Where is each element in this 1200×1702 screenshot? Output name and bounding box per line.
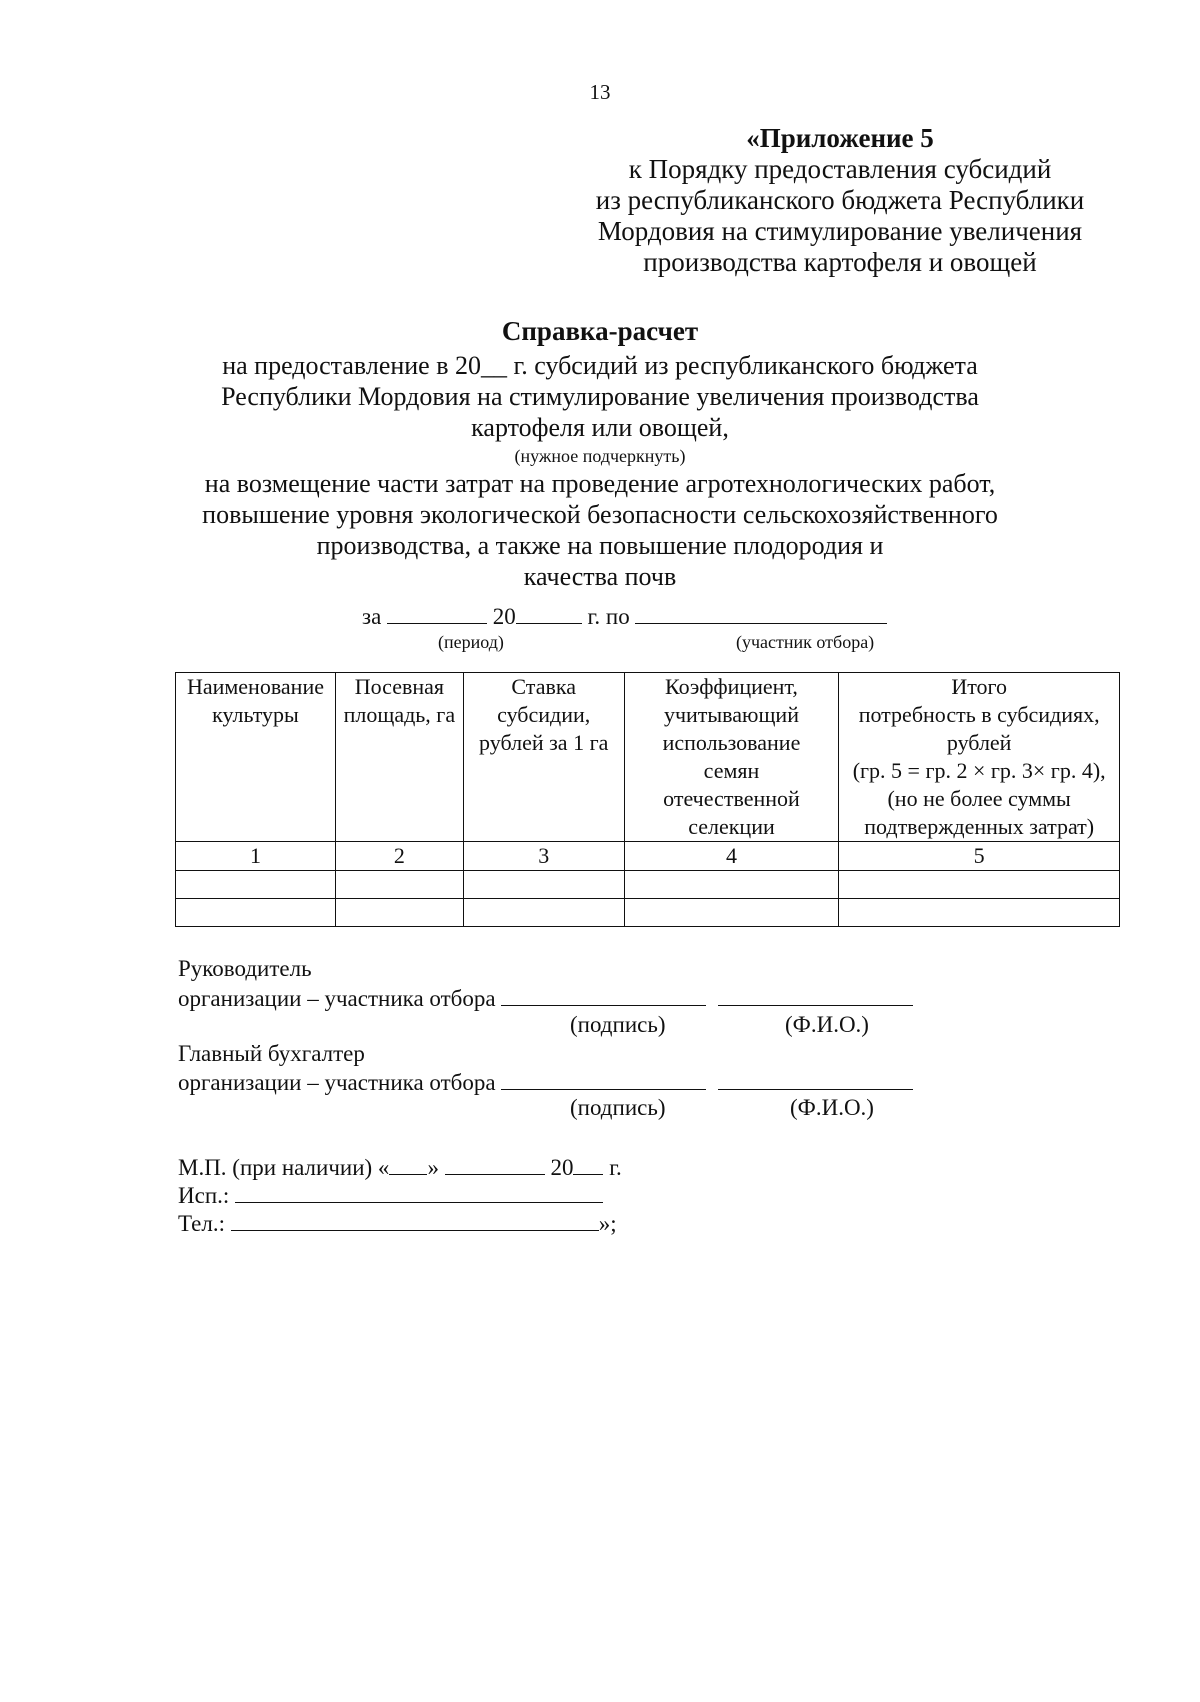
stamp-close-quote: » xyxy=(427,1155,439,1180)
table-cell[interactable] xyxy=(463,871,624,899)
table-cell[interactable] xyxy=(176,871,336,899)
executor-label: Исп.: xyxy=(178,1183,230,1208)
column-number: 5 xyxy=(839,842,1120,871)
header-cell-total xyxy=(839,673,1120,842)
stamp-g-label: г. xyxy=(609,1155,622,1180)
head-label-2: организации – участника отбора xyxy=(178,986,496,1011)
table-cell[interactable] xyxy=(335,871,463,899)
header-text: площадь, га xyxy=(343,702,456,727)
participant-prefix-label: г. по xyxy=(587,604,630,629)
executor-blank[interactable] xyxy=(235,1180,603,1203)
stamp-date-line xyxy=(178,1152,622,1182)
acc-label-2: организации – участника отбора xyxy=(178,1070,496,1095)
acc-fio-blank[interactable] xyxy=(718,1067,913,1090)
document-heading: Справка-расчет xyxy=(501,316,699,346)
intro-line: на предоставление в 20__ г. субсидий из республиканского бюджета xyxy=(222,351,978,380)
header-text: рублей за 1 га xyxy=(479,730,609,755)
participant-caption: (участник отбора) xyxy=(736,632,875,652)
phone-label: Тел.: xyxy=(178,1211,225,1236)
header-text: Итого xyxy=(951,674,1008,699)
intro-line: повышение уровня экологической безопасности сельскохозяйственного xyxy=(202,500,998,529)
table-row xyxy=(176,871,1120,899)
header-cell-culture xyxy=(176,673,336,842)
acc-label-1: Главный бухгалтер xyxy=(178,1041,365,1066)
head-label-1: Руководитель xyxy=(178,956,312,981)
intro-line: Республики Мордовия на стимулирование увеличения производства xyxy=(221,382,979,411)
table-cell[interactable] xyxy=(624,899,839,927)
year-blank[interactable] xyxy=(516,601,582,624)
head-signature-line xyxy=(178,983,913,1013)
acc-signature-blank[interactable] xyxy=(501,1067,706,1090)
column-number: 4 xyxy=(624,842,839,871)
appendix-line: из республиканского бюджета Республики xyxy=(595,185,1085,215)
day-blank[interactable] xyxy=(389,1152,427,1175)
column-number: 1 xyxy=(176,842,336,871)
header-cell-rate xyxy=(463,673,624,842)
head-fio-blank[interactable] xyxy=(718,983,913,1006)
header-text: культуры xyxy=(212,702,299,727)
acc-signature-line xyxy=(178,1067,913,1097)
intro-line: качества почв xyxy=(523,562,677,591)
header-text: селекции xyxy=(688,814,775,839)
head-fio-caption: (Ф.И.О.) xyxy=(785,1012,869,1037)
stamp-year-blank[interactable] xyxy=(573,1152,603,1175)
table-cell[interactable] xyxy=(463,899,624,927)
phone-blank[interactable] xyxy=(231,1208,599,1231)
acc-sign-caption: (подпись) xyxy=(570,1095,666,1120)
period-za-label: за xyxy=(362,604,382,629)
table-cell[interactable] xyxy=(335,899,463,927)
header-text: Ставка xyxy=(511,674,576,699)
header-text: использование xyxy=(662,730,801,755)
table-row xyxy=(176,899,1120,927)
header-text: семян xyxy=(703,758,760,783)
phone-line xyxy=(178,1208,617,1238)
head-signature-blank[interactable] xyxy=(501,983,706,1006)
header-text: (гр. 5 = гр. 2 × гр. 3× гр. 4), xyxy=(852,758,1106,783)
header-text: Коэффициент, xyxy=(665,674,798,699)
header-text: рублей xyxy=(946,730,1012,755)
appendix-line: Мордовия на стимулирование увеличения xyxy=(597,216,1083,246)
head-sign-caption: (подпись) xyxy=(570,1012,666,1037)
executor-line xyxy=(178,1180,603,1210)
header-cell-area xyxy=(335,673,463,842)
table-cell[interactable] xyxy=(839,871,1120,899)
stamp-prefix: М.П. (при наличии) « xyxy=(178,1155,390,1180)
table-number-row xyxy=(176,842,1120,871)
appendix-line: к Порядку предоставления субсидий xyxy=(628,154,1052,184)
subsidy-table xyxy=(175,672,1120,927)
stamp-year-label: 20 xyxy=(550,1155,574,1180)
intro-block-2 xyxy=(0,468,1200,592)
header-text: подтвержденных затрат) xyxy=(864,814,1095,839)
period-blank[interactable] xyxy=(387,601,487,624)
acc-fio-caption: (Ф.И.О.) xyxy=(790,1095,874,1120)
header-text: учитывающий xyxy=(663,702,799,727)
appendix-title: «Приложение 5 xyxy=(746,123,934,153)
header-text: Наименование xyxy=(186,674,324,699)
header-text: субсидии, xyxy=(497,702,591,727)
intro-block-1 xyxy=(0,350,1200,443)
table-cell[interactable] xyxy=(176,899,336,927)
table-cell[interactable] xyxy=(839,899,1120,927)
header-text: потребность в субсидиях, xyxy=(858,702,1100,727)
intro-line: картофеля или овощей, xyxy=(471,413,729,442)
participant-blank[interactable] xyxy=(635,601,887,624)
table-cell[interactable] xyxy=(624,871,839,899)
period-year-label: 20 xyxy=(492,604,516,629)
period-caption: (период) xyxy=(438,632,504,652)
column-number: 3 xyxy=(463,842,624,871)
column-number: 2 xyxy=(335,842,463,871)
header-cell-coefficient xyxy=(624,673,839,842)
intro-line: на возмещение части затрат на проведение агротехнологических работ, xyxy=(204,469,996,498)
appendix-line: производства картофеля и овощей xyxy=(643,247,1037,277)
closing-quote: »; xyxy=(598,1211,617,1236)
page-number: 13 xyxy=(589,80,611,104)
month-blank[interactable] xyxy=(445,1152,545,1175)
table-header-row xyxy=(176,673,1120,842)
header-text: отечественной xyxy=(663,786,800,811)
period-line xyxy=(362,601,887,630)
header-text: Посевная xyxy=(354,674,445,699)
appendix-block xyxy=(560,123,1120,278)
intro-line: производства, а также на повышение плодородия и xyxy=(316,531,884,560)
underline-note: (нужное подчеркнуть) xyxy=(514,446,686,466)
header-text: (но не более суммы xyxy=(887,786,1071,811)
